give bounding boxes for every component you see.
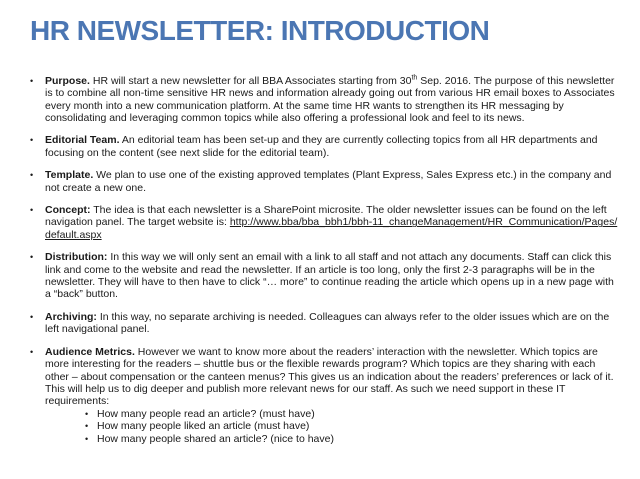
requirement-read-count: How many people read an article? (must have) (97, 407, 315, 420)
bullet-editorial-team-text (45, 134, 618, 159)
bullet-distribution-text (45, 251, 618, 301)
slide-title: HR NEWSLETTER: INTRODUCTION (30, 15, 490, 46)
bullet-icon: • (30, 252, 34, 263)
requirement-share-count: How many people shared an article? (nice to have) (97, 432, 334, 445)
ordinal-superscript: th (411, 74, 418, 82)
bullet-icon: • (85, 421, 89, 432)
bullet-distribution-body: In this way we will only sent an email with a link to all staff and not attach any documents. Staff can click this link and come to the website and read the newsletter. If an article is too long, only the first 2-3 paragraphs will be in the newsletter. They will have to then have to click “… more” to continue reading the article which opens up in a new page with a “back” button. (45, 251, 614, 301)
bullet-audience-metrics-lead: Audience Metrics. (45, 345, 135, 358)
bullet-purpose (30, 75, 618, 125)
bullet-icon: • (85, 408, 89, 419)
list-item (85, 408, 618, 420)
requirement-like-count: How many people liked an article (must have) (97, 420, 310, 433)
bullet-archiving (30, 311, 618, 336)
bullet-purpose-lead: Purpose. (45, 74, 90, 87)
bullet-audience-metrics (30, 346, 618, 445)
slide-body (30, 75, 618, 445)
bullet-purpose-pre: HR will start a new newsletter for all BBA Associates starting from 30 (89, 74, 412, 87)
bullet-concept-lead: Concept: (45, 204, 91, 217)
bullet-icon: • (30, 170, 34, 181)
bullet-icon: • (30, 205, 34, 216)
bullet-archiving-body: In this way, no separate archiving is needed. Colleagues can always refer to the older issues which are on the left navigational panel. (45, 310, 610, 336)
bullet-audience-metrics-text (45, 346, 618, 408)
bullet-icon: • (30, 346, 34, 357)
bullet-icon: • (30, 135, 34, 146)
bullet-concept (30, 204, 618, 241)
bullet-concept-text (45, 204, 618, 241)
target-website-link[interactable]: http://www.bba/bba_bbh1/bbh-11_changeManagement/HR_Communication/Pages/default.aspx (45, 216, 618, 241)
bullet-purpose-post: Sep. 2016. The purpose of this newsletter is to combine all non-time sensitive HR news and information already going out from various HR email boxes to Associates every month into a new communication platform. At the same time HR wants to strengthen its HR messaging by consolidating and leveraging common topics while also offering a professional look and feel to its news. (45, 74, 615, 125)
list-item (85, 420, 618, 432)
bullet-distribution (30, 251, 618, 301)
bullet-icon: • (30, 75, 34, 86)
bullet-editorial-team-lead: Editorial Team. (45, 134, 120, 147)
bullet-template-body: We plan to use one of the existing approved templates (Plant Express, Sales Express etc.) in the company and not create a new one. (45, 169, 612, 194)
it-requirements-list (85, 408, 618, 445)
bullet-template (30, 169, 618, 194)
bullet-icon: • (30, 311, 34, 322)
bullet-purpose-text (45, 75, 618, 125)
list-item (85, 433, 618, 445)
bullet-template-text (45, 169, 618, 194)
bullet-editorial-team (30, 134, 618, 159)
bullet-audience-metrics-body: However we want to know more about the readers’ interaction with the newsletter. Which topics are more interesting for the readers – shuttle bus or the flexible rewards program? Which topics are they sharing with each other – about compensation or the canteen menus? This gives us an indication about the readers’ preferences or lack of it. This will help us to dig deeper and publish more relevant news for our staff. As such we need support in these IT requirements: (45, 345, 614, 408)
bullet-icon: • (85, 433, 89, 444)
bullet-archiving-text (45, 311, 618, 336)
bullet-archiving-lead: Archiving: (45, 310, 97, 323)
bullet-template-lead: Template. (45, 169, 94, 182)
bullet-distribution-lead: Distribution: (45, 251, 108, 264)
bullet-editorial-team-body: An editorial team has been set-up and they are currently collecting topics from all HR departments and focusing on the content (see next slide for the editorial team). (45, 134, 598, 159)
bullet-concept-body: The idea is that each newsletter is a SharePoint microsite. The older newsletter issues can be found on the left navigation panel. The target website is: (45, 204, 607, 229)
